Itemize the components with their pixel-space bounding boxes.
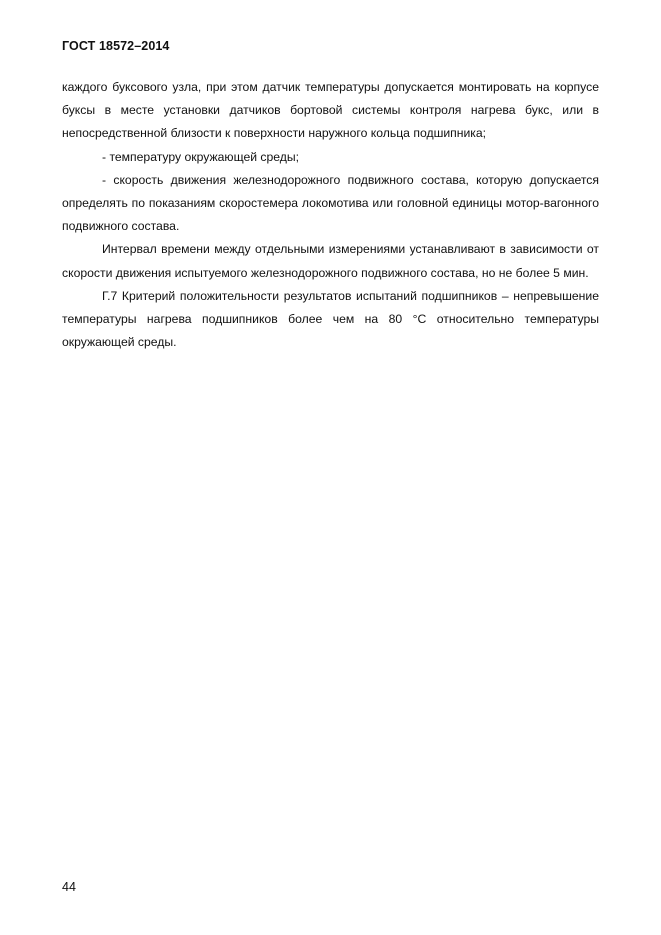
- paragraph-criterion-g7: Г.7 Критерий положительности результатов испытаний подшипников – непревышение температуры нагрева подшипников более чем на 80 °С относительно температуры окружающей среды.: [62, 288, 599, 350]
- paragraph-measurement-interval: Интервал времени между отдельными измерениями устанавливают в зависимости от скорости движения испытуемого железнодорожного подвижного состава, но не более 5 мин.: [62, 242, 599, 280]
- page-number: 44: [62, 880, 76, 894]
- list-item-speed: - скорость движения железнодорожного подвижного состава, которую допускается определять по показаниям скоростемера локомотива или головной единицы мотор-вагонного подвижного состава.: [62, 172, 599, 234]
- list-item-ambient-temperature: - температуру окружающей среды;: [102, 149, 300, 164]
- document-header: ГОСТ 18572–2014: [62, 39, 170, 53]
- document-body: [62, 76, 599, 354]
- paragraph-continuation: каждого буксового узла, при этом датчик температуры допускается монтировать на корпусе буксы в месте установки датчиков бортовой системы контроля нагрева букс, или в непосредственной близости к поверхности наружного кольца подшипника;: [62, 80, 599, 141]
